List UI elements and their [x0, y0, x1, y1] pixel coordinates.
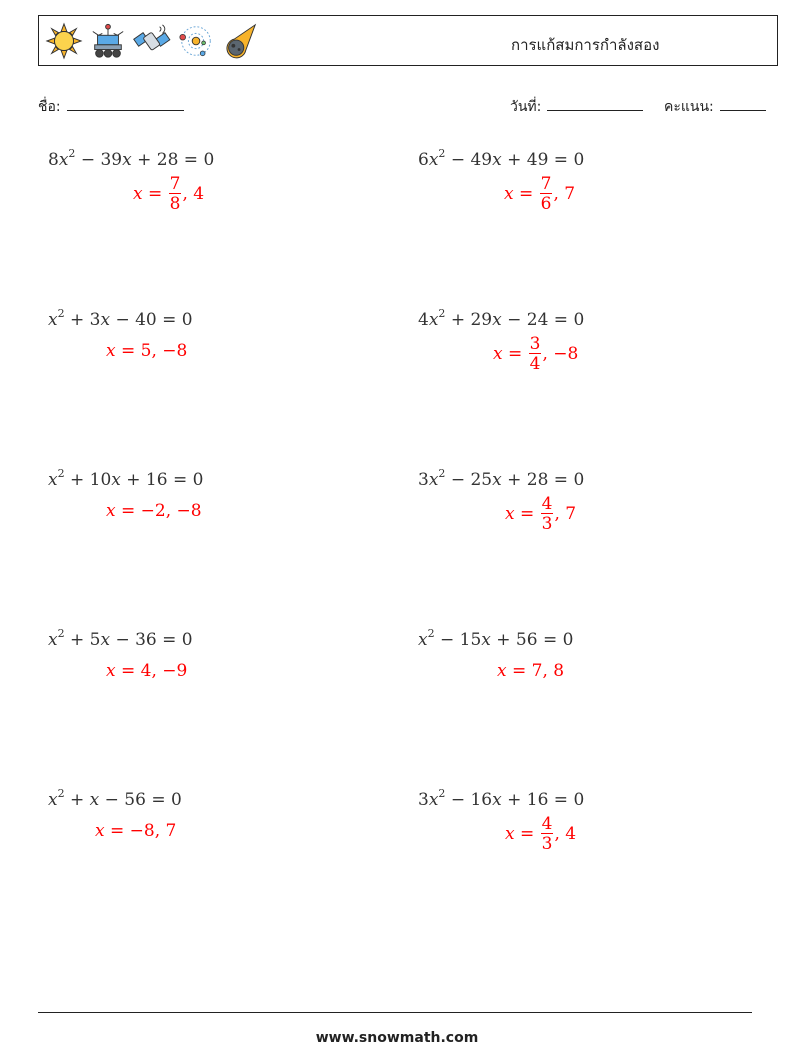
problem-answer	[497, 661, 564, 681]
term: 6	[418, 150, 429, 170]
problem-equation	[418, 307, 585, 330]
variable: x	[504, 184, 514, 204]
worksheet-title: การแก้สมการกำลังสอง	[511, 36, 660, 54]
variable: x	[497, 661, 507, 681]
variable: x	[492, 310, 502, 330]
term: + 5	[64, 630, 101, 650]
exponent: 2	[438, 467, 446, 480]
term: − 15	[434, 630, 482, 650]
fraction-numerator: 7	[540, 174, 552, 194]
problem-answer	[133, 176, 204, 213]
variable: x	[481, 630, 491, 650]
variable: x	[106, 341, 116, 361]
variable: x	[492, 790, 502, 810]
problem-equation	[418, 467, 585, 490]
variable: x	[428, 150, 439, 170]
term: − 16	[445, 790, 493, 810]
variable: x	[122, 150, 132, 170]
problem-equation	[48, 787, 182, 810]
variable: x	[493, 344, 503, 364]
term: + 56 = 0	[490, 630, 574, 650]
variable: x	[106, 501, 116, 521]
problem-answer	[505, 816, 576, 853]
variable: x	[48, 470, 58, 490]
term: , 4	[554, 824, 577, 844]
exponent: 2	[68, 147, 76, 160]
header-icons	[45, 21, 259, 61]
variable: x	[100, 310, 111, 330]
term: 3	[418, 470, 429, 490]
variable: x	[505, 824, 515, 844]
footer-divider	[38, 1012, 752, 1013]
problem-equation	[418, 147, 585, 170]
rover-icon	[89, 21, 127, 61]
term: = 5, −8	[115, 341, 188, 361]
term: + 29	[445, 310, 493, 330]
exponent: 2	[438, 787, 446, 800]
variable: x	[418, 630, 428, 650]
problem-answer	[106, 661, 187, 681]
exponent: 2	[57, 627, 65, 640]
comet-icon	[221, 21, 259, 61]
problem-equation	[418, 627, 574, 650]
fraction-denominator: 4	[529, 354, 541, 374]
worksheet-header	[38, 15, 778, 66]
variable: x	[428, 470, 439, 490]
sun-icon	[45, 21, 83, 61]
term: , 7	[554, 504, 577, 524]
term: + 49 = 0	[501, 150, 585, 170]
term: =	[514, 824, 540, 844]
name-label: ชื่อ:	[38, 99, 61, 115]
problem-equation	[48, 307, 193, 330]
variable: x	[492, 150, 502, 170]
variable: x	[58, 150, 69, 170]
variable: x	[48, 790, 58, 810]
fraction-denominator: 8	[169, 194, 181, 214]
exponent: 2	[57, 787, 65, 800]
term: , 7	[553, 184, 576, 204]
fraction-numerator: 4	[541, 494, 553, 514]
problem-equation	[48, 627, 193, 650]
fraction-denominator: 3	[541, 834, 553, 854]
problem-equation	[48, 147, 215, 170]
fraction-numerator: 3	[529, 334, 541, 354]
exponent: 2	[438, 147, 446, 160]
fraction-denominator: 6	[540, 194, 552, 214]
term: 3	[418, 790, 429, 810]
score-line[interactable]	[720, 96, 766, 111]
exponent: 2	[57, 467, 65, 480]
term: − 49	[445, 150, 493, 170]
fraction	[540, 176, 553, 213]
term: 4	[418, 310, 429, 330]
problem-equation	[48, 467, 204, 490]
problem-answer	[106, 501, 202, 521]
exponent: 2	[57, 307, 65, 320]
solar-system-icon	[177, 21, 215, 61]
term: = 4, −9	[115, 661, 188, 681]
problem-equation	[418, 787, 585, 810]
score-field	[664, 96, 766, 118]
variable: x	[48, 630, 58, 650]
term: = −2, −8	[115, 501, 202, 521]
term: 8	[48, 150, 59, 170]
problem-answer	[106, 341, 187, 361]
term: − 25	[445, 470, 493, 490]
variable: x	[89, 790, 100, 810]
fraction-numerator: 7	[169, 174, 181, 194]
problem-answer	[505, 496, 576, 533]
variable: x	[106, 661, 116, 681]
name-field	[38, 96, 184, 118]
problem-answer	[504, 176, 575, 213]
term: − 36 = 0	[110, 630, 193, 650]
score-label: คะแนน:	[664, 99, 714, 115]
problem-answer	[95, 821, 176, 841]
fraction	[541, 816, 554, 853]
variable: x	[48, 310, 58, 330]
term: = −8, 7	[104, 821, 177, 841]
exponent: 2	[427, 627, 435, 640]
term: = 7, 8	[506, 661, 565, 681]
term: , −8	[542, 344, 579, 364]
date-field	[510, 96, 643, 118]
term: , 4	[182, 184, 205, 204]
fraction	[169, 176, 182, 213]
term: − 39	[75, 150, 123, 170]
term: + 28 = 0	[131, 150, 215, 170]
fraction-numerator: 4	[541, 814, 553, 834]
variable: x	[428, 790, 439, 810]
term: =	[513, 184, 539, 204]
variable: x	[95, 821, 105, 841]
fraction	[529, 336, 542, 373]
term: + 3	[64, 310, 101, 330]
satellite-icon	[133, 21, 171, 61]
variable: x	[492, 470, 502, 490]
problem-answer	[493, 336, 578, 373]
term: + 28 = 0	[501, 470, 585, 490]
date-line[interactable]	[547, 96, 643, 111]
term: − 24 = 0	[501, 310, 585, 330]
term: + 16 = 0	[501, 790, 585, 810]
variable: x	[428, 310, 439, 330]
variable: x	[100, 630, 111, 650]
term: =	[502, 344, 528, 364]
variable: x	[133, 184, 143, 204]
term: − 40 = 0	[110, 310, 193, 330]
footer-site: www.snowmath.com	[315, 1030, 479, 1046]
term: +	[64, 790, 90, 810]
exponent: 2	[438, 307, 446, 320]
term: − 56 = 0	[99, 790, 182, 810]
term: =	[514, 504, 540, 524]
term: =	[142, 184, 168, 204]
variable: x	[111, 470, 121, 490]
fraction-denominator: 3	[541, 514, 553, 534]
date-label: วันที่:	[510, 99, 542, 115]
term: + 10	[64, 470, 112, 490]
name-line[interactable]	[67, 96, 184, 111]
variable: x	[505, 504, 515, 524]
fraction	[541, 496, 554, 533]
term: + 16 = 0	[120, 470, 204, 490]
